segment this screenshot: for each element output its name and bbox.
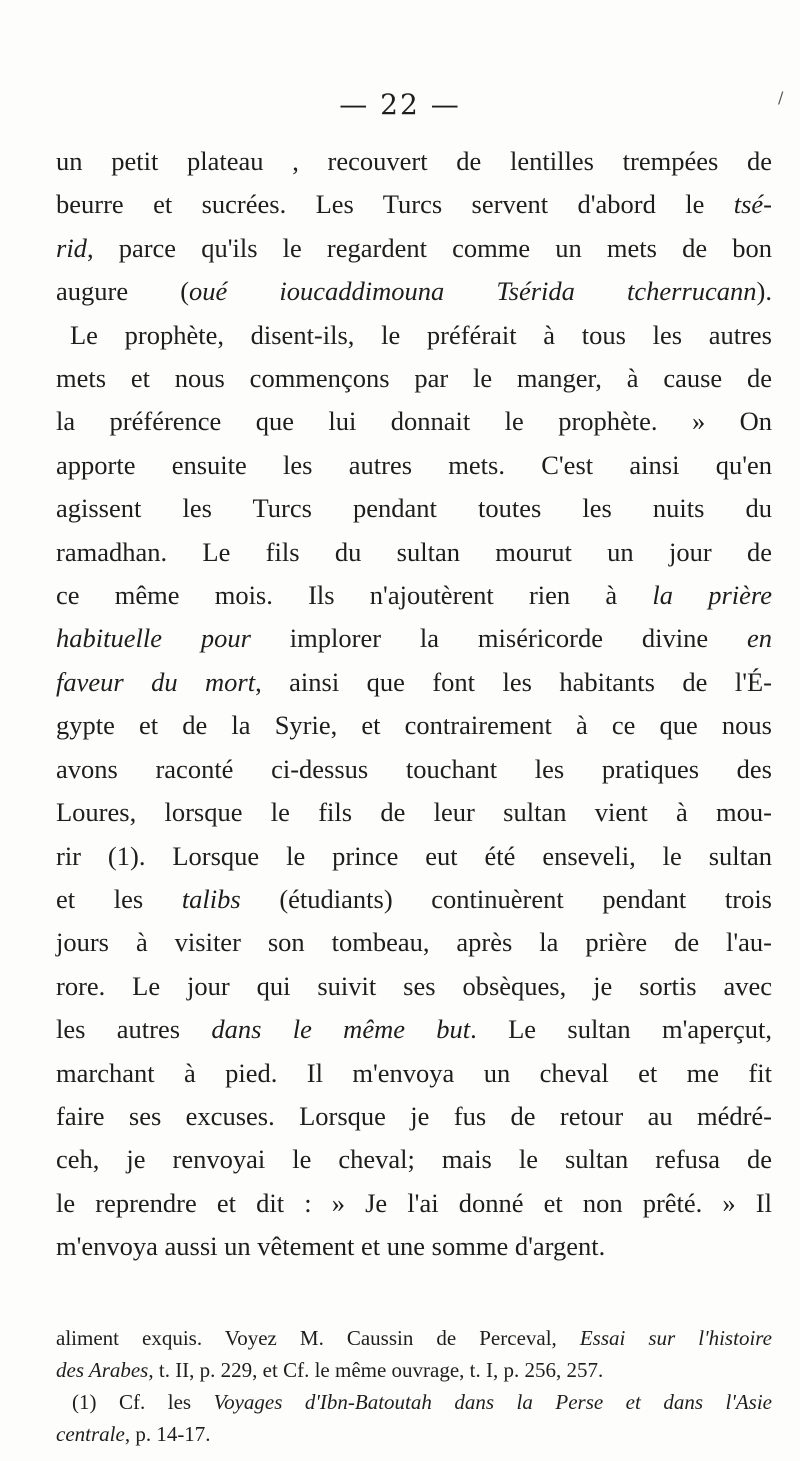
body-line (56, 791, 772, 834)
body-line (56, 531, 772, 574)
body-segment: , ainsi que font les habitants de l'É- (255, 666, 772, 697)
body-line (56, 617, 772, 660)
footnote-segment: , t. II, p. 229, et Cf. le même ouvrage, t. I, p. 256, 257. (148, 1358, 604, 1382)
footnote-segment: Essai sur l'histoire (579, 1326, 772, 1350)
body-segment: rir (1). Lorsque le prince eut été enseveli, le sultan (56, 840, 772, 871)
body-segment: oué ioucaddimouna Tsérida tcherrucann (189, 276, 757, 307)
body-segment: talibs (181, 883, 241, 914)
body-line (56, 270, 772, 313)
body-segment: rid (56, 232, 87, 263)
footnote-segment: aliment exquis. Voyez M. Caussin de Perceval, (56, 1326, 580, 1350)
body-segment: le reprendre et dit : » Je l'ai donné et non prêté. » Il (56, 1187, 772, 1218)
body-segment: augure ( (56, 276, 190, 307)
body-segment: et les (56, 883, 182, 914)
body-line (56, 227, 772, 270)
body-segment: la prière (652, 580, 772, 611)
footnotes (56, 1322, 772, 1450)
body-segment: beurre et sucrées. Les Turcs servent d'abord le (56, 189, 734, 220)
footnote-segment: centrale (56, 1422, 125, 1446)
body-line (56, 1095, 772, 1138)
body-segment: avons raconté ci-dessus touchant les pratiques des (56, 753, 772, 784)
body-line (56, 835, 772, 878)
body-segment: . Le sultan m'aperçut, (470, 1014, 772, 1045)
body-segment: jours à visiter son tombeau, après la prière de l'au- (56, 927, 772, 958)
footnote-line (56, 1322, 772, 1354)
body-segment: la préférence que lui donnait le prophète. » On (56, 406, 772, 437)
body-segment: en (746, 623, 772, 654)
body-line (56, 444, 772, 487)
body-line (56, 357, 772, 400)
body-line (56, 748, 772, 791)
footnote-line (56, 1354, 772, 1386)
page-number: — 22 — (339, 88, 461, 121)
body-segment: implorer la miséricorde divine (250, 623, 747, 654)
body-segment: rore. Le jour qui suivit ses obsèques, je sortis avec (56, 970, 772, 1001)
footnote-line (56, 1418, 772, 1450)
body-line (56, 1138, 772, 1181)
body-line (56, 140, 772, 183)
body-segment: un petit plateau , recouvert de lentilles trempées de (56, 146, 772, 176)
body-line (56, 1008, 772, 1051)
body-segment: mets et nous commençons par le manger, à cause de (56, 363, 772, 394)
body-segment: faveur du mort (56, 666, 256, 697)
body-line (56, 400, 772, 443)
body-text (56, 140, 772, 1269)
body-line (56, 574, 772, 617)
footnote-segment: des Arabes (56, 1358, 149, 1382)
body-segment: dans le même but (211, 1014, 471, 1045)
body-line (56, 661, 772, 704)
body-segment: , parce qu'ils le regardent comme un mets de bon (86, 232, 772, 263)
footnote-segment: (1) Cf. les (72, 1390, 214, 1414)
corner-mark: / (778, 88, 784, 107)
body-segment: Le prophète, disent-ils, le préférait à tous les autres (70, 319, 772, 350)
body-line (56, 183, 772, 226)
body-segment: ce même mois. Ils n'ajoutèrent rien à (56, 580, 653, 611)
body-segment: agissent les Turcs pendant toutes les nuits du (56, 493, 772, 524)
body-segment: ramadhan. Le fils du sultan mourut un jour de (56, 536, 772, 567)
body-segment: (étudiants) continuèrent pendant trois (240, 883, 772, 914)
body-segment: tsé- (733, 189, 772, 220)
body-line (56, 1182, 772, 1225)
body-segment: ). (756, 276, 772, 307)
body-segment: ceh, je renvoyai le cheval; mais le sultan refusa de (56, 1144, 772, 1175)
body-segment: gypte et de la Syrie, et contrairement à ce que nous (56, 710, 772, 741)
body-line (56, 487, 772, 530)
body-line (56, 921, 772, 964)
body-line (56, 704, 772, 747)
footnote-segment: , p. 14-17. (124, 1422, 211, 1446)
body-line (56, 1052, 772, 1095)
body-segment: Loures, lorsque le fils de leur sultan vient à mou- (56, 797, 772, 828)
footnote-segment: Voyages d'Ibn-Batoutah dans la Perse et dans l'Asie (213, 1390, 772, 1414)
body-segment: marchant à pied. Il m'envoya un cheval et me fit (56, 1057, 772, 1088)
body-segment: habituelle pour (56, 623, 251, 654)
footnote-line (56, 1386, 772, 1418)
body-segment: les autres (56, 1014, 212, 1045)
body-segment: m'envoya aussi un vêtement et une somme d'argent. (56, 1231, 606, 1262)
body-segment: apporte ensuite les autres mets. C'est ainsi qu'en (56, 449, 772, 480)
body-line (56, 314, 772, 357)
body-line (56, 878, 772, 921)
body-line (56, 1225, 772, 1268)
body-segment: faire ses excuses. Lorsque je fus de retour au médré- (56, 1100, 772, 1131)
body-line (56, 965, 772, 1008)
